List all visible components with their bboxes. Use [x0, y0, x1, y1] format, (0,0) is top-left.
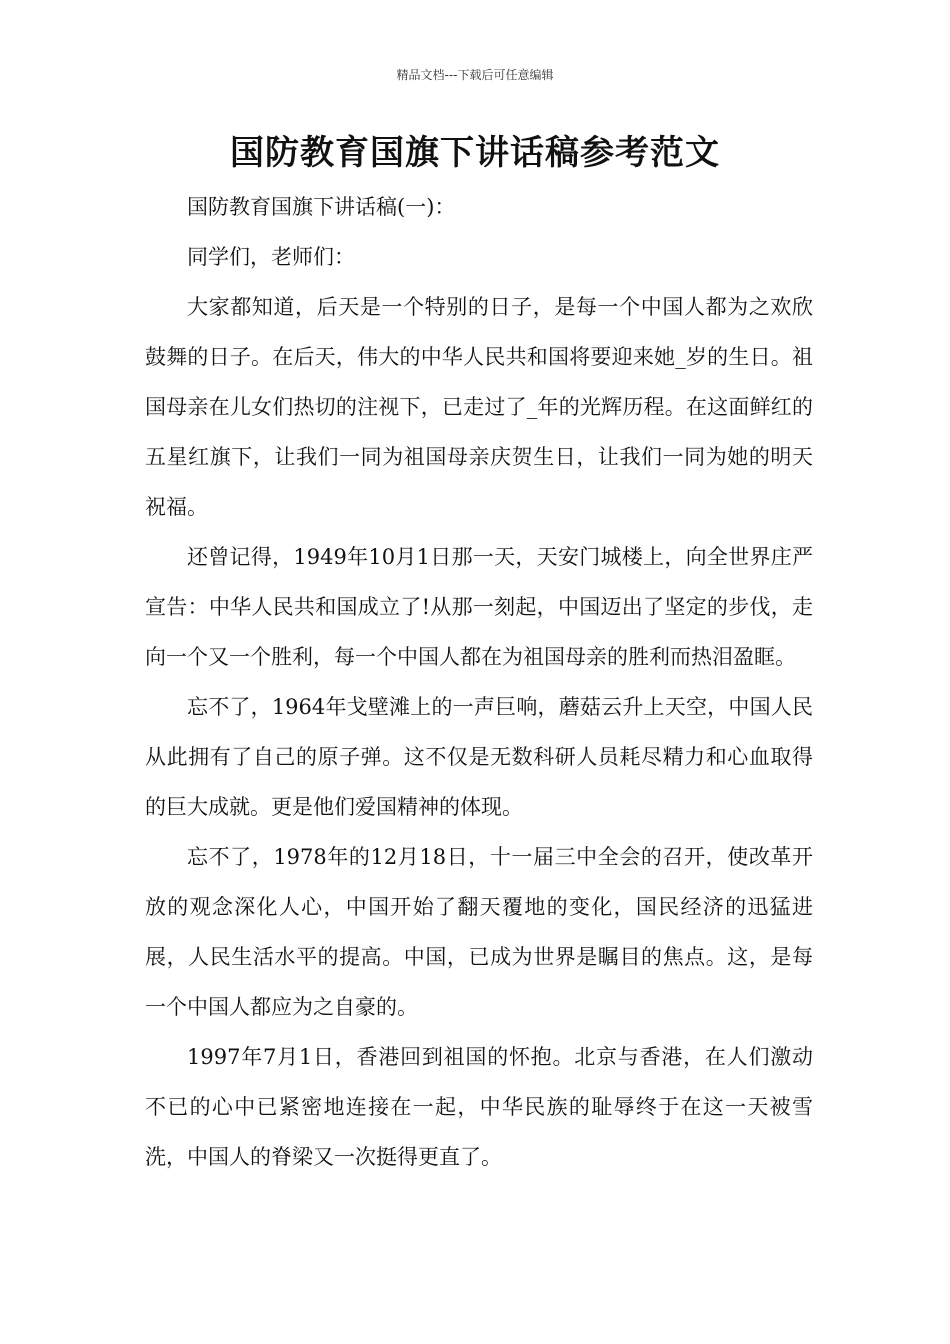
body-paragraph: 忘不了，1978年的12月18日，十一届三中全会的召开，使改革开放的观念深化人心，中国开始了翻天覆地的变化，国民经济的迅猛进展，人民生活水平的提高。中国，已成为世界是瞩目的焦点。这，是每一个中国人都应为之自豪的。 — [145, 845, 813, 1019]
body-paragraph: 1997年7月1日，香港回到祖国的怀抱。北京与香港，在人们激动不已的心中已紧密地连接在一起，中华民族的耻辱终于在这一天被雪洗，中国人的脊梁又一次挺得更直了。 — [145, 1045, 813, 1169]
salutation-paragraph: 同学们，老师们： — [187, 245, 355, 269]
body-paragraph: 大家都知道，后天是一个特别的日子，是每一个中国人都为之欢欣鼓舞的日子。在后天，伟大的中华人民共和国将要迎来她_岁的生日。祖国母亲在儿女们热切的注视下，已走过了_年的光辉历程。在这面鲜红的五星红旗下，让我们一同为祖国母亲庆贺生日，让我们一同为她的明天祝福。 — [145, 295, 813, 519]
subtitle-paragraph: 国防教育国旗下讲话稿(一)： — [187, 195, 456, 219]
body-paragraph: 忘不了，1964年戈壁滩上的一声巨响，蘑菇云升上天空，中国人民从此拥有了自己的原子弹。这不仅是无数科研人员耗尽精力和心血取得的巨大成就。更是他们爱国精神的体现。 — [145, 695, 813, 819]
document-title: 国防教育国旗下讲话稿参考范文 — [230, 133, 720, 173]
body-paragraph: 还曾记得，1949年10月1日那一天，天安门城楼上，向全世界庄严宣告：中华人民共和国成立了!从那一刻起，中国迈出了坚定的步伐，走向一个又一个胜利，每一个中国人都在为祖国母亲的胜利而热泪盈眶。 — [145, 545, 813, 669]
document-body — [145, 182, 813, 1182]
header-note: 精品文档---下载后可任意编辑 — [396, 68, 554, 82]
